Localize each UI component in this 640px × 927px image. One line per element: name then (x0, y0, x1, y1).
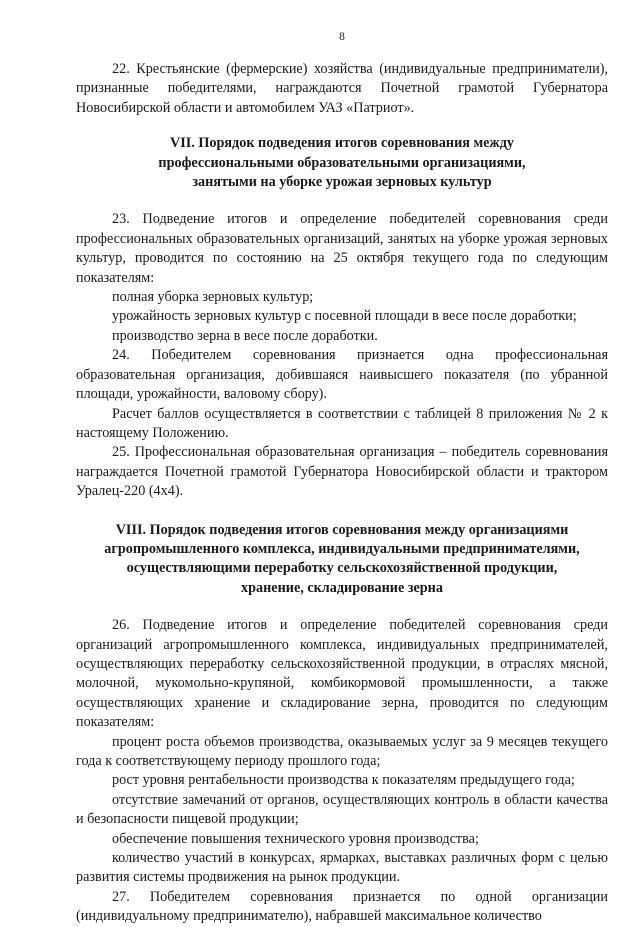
paragraph-27: 27. Победителем соревнования признается по одной организации (индивидуальному предпринимателю), набравшей максимальное количество (76, 888, 608, 925)
page-number: 8 (339, 31, 345, 43)
section-7-heading-line: занятыми на уборке урожая зерновых культур (192, 174, 492, 191)
section-8-heading-line: осуществляющими переработку сельскохозяйственной продукции, (126, 560, 558, 577)
criterion-item: производство зерна в весе после доработки. (112, 327, 378, 344)
paragraph-24: 24. Победителем соревнования признается одна профессиональная образовательная организация, добившаяся наивысшего показателя (по убранной площади, урожайности, валовому сбору). (76, 347, 608, 403)
criterion-item: полная уборка зерновых культур; (112, 289, 314, 306)
criterion-item: процент роста объемов производства, оказываемых услуг за 9 месяцев текущего года к соответствующему периоду прошлого года; (76, 733, 608, 769)
document-page (76, 30, 608, 927)
section-7-heading (76, 134, 608, 192)
paragraph-25: 25. Профессиональная образовательная организация – победитель соревнования награждается Почетной грамотой Губернатора Новосибирской области и трактором Уралец-220 (4х4). (76, 444, 608, 500)
scoring-note: Расчет баллов осуществляется в соответствии с таблицей 8 приложения № 2 к настоящему Положению. (76, 405, 608, 441)
section-8-heading-line: агропромышленного комплекса, индивидуальными предпринимателями, (104, 540, 580, 557)
criterion-item: отсутствие замечаний от органов, осуществляющих контроль в области качества и безопасности пищевой продукции; (76, 791, 608, 828)
criterion-item: рост уровня рентабельности производства к показателям предыдущего года; (112, 772, 575, 789)
section-8-heading-line: хранение, складирование зерна (241, 579, 443, 596)
criterion-item: обеспечение повышения технического уровня производства; (112, 830, 479, 847)
section-8-heading-line: VIII. Порядок подведения итогов соревнования между организациями (115, 521, 569, 538)
section-8-heading (76, 521, 608, 599)
section-7-heading-line: профессиональными образовательными организациями, (158, 154, 526, 171)
section-7-heading-line: VII. Порядок подведения итогов соревнования между (169, 135, 514, 152)
criterion-item: урожайность зерновых культур с посевной площади в весе после доработки; (112, 308, 577, 325)
paragraph-22: 22. Крестьянские (фермерские) хозяйства (индивидуальные предприниматели), признанные победителями, награждаются Почетной грамотой Губернатора Новосибирской области и автомобилем УАЗ «Патриот». (76, 61, 608, 116)
criterion-item: количество участий в конкурсах, ярмарках, выставках различных форм с целью развития системы продвижения на рынок продукции. (76, 850, 608, 886)
paragraph-23: 23. Подведение итогов и определение победителей соревнования среди профессиональных образовательных организаций, занятых на уборке урожая зерновых культур, проводится по состоянию на 25 октября текущего года по следующим показателям: (76, 211, 608, 286)
paragraph-26: 26. Подведение итогов и определение победителей соревнования среди организаций агропромышленного комплекса, индивидуальных предпринимателей, осуществляющих переработку сельскохозяйственной продукции, в отраслях мясной, молочной, мукомольно-крупяной, комбикормовой промышленности, а также осуществляющих хранение и складирование зерна, проводится по следующим показателям: (76, 617, 608, 731)
